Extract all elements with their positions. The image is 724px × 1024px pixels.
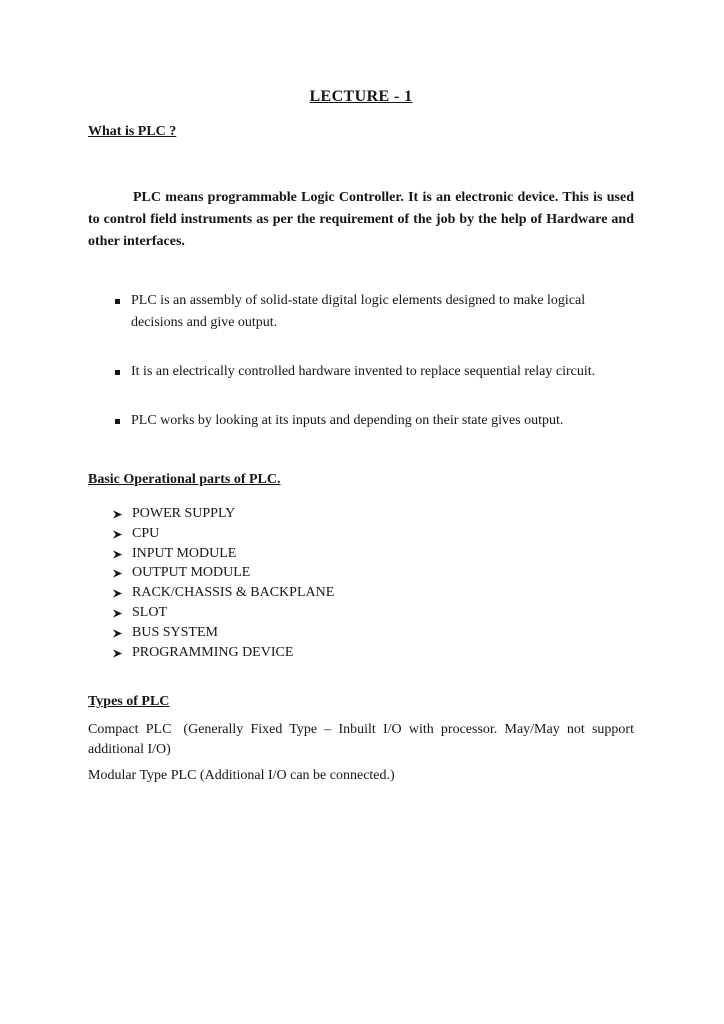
arrowhead-bullet-icon bbox=[112, 568, 123, 579]
heading-what-is-plc: What is PLC ? bbox=[88, 124, 177, 139]
list-item-text: RACK/CHASSIS & BACKPLANE bbox=[132, 585, 335, 601]
square-bullet-icon bbox=[115, 370, 120, 375]
list-item bbox=[112, 563, 634, 583]
plc-parts-list bbox=[88, 504, 634, 662]
list-item-text: BUS SYSTEM bbox=[132, 624, 218, 640]
list-item bbox=[115, 290, 634, 334]
list-item bbox=[115, 361, 634, 383]
arrowhead-bullet-icon bbox=[112, 588, 123, 599]
arrowhead-bullet-icon bbox=[112, 529, 123, 540]
arrowhead-bullet-icon bbox=[112, 509, 123, 520]
heading-types-of-plc: Types of PLC bbox=[88, 694, 170, 710]
square-bullet-icon bbox=[115, 419, 120, 424]
compact-plc-description: (Generally Fixed Type – Inbuilt I/O with processor. May/May not support additional I/O) bbox=[88, 722, 634, 758]
plc-bullet-list bbox=[88, 290, 634, 432]
arrowhead-bullet-icon bbox=[112, 549, 123, 560]
compact-plc-label: Compact PLC bbox=[88, 722, 172, 738]
list-item-text: OUTPUT MODULE bbox=[132, 565, 251, 581]
list-item-text: SLOT bbox=[132, 604, 167, 620]
list-item-text: PROGRAMMING DEVICE bbox=[132, 644, 294, 660]
list-item-text: It is an electrically controlled hardware invented to replace sequential relay circuit. bbox=[131, 364, 596, 379]
list-item-text: INPUT MODULE bbox=[132, 545, 237, 561]
compact-plc-paragraph bbox=[88, 720, 634, 760]
modular-plc-paragraph: Modular Type PLC (Additional I/O can be connected.) bbox=[88, 768, 395, 784]
list-item-text: POWER SUPPLY bbox=[132, 506, 236, 521]
list-item bbox=[112, 504, 634, 524]
list-item bbox=[112, 623, 634, 643]
page-title: LECTURE - 1 bbox=[309, 88, 413, 105]
list-item bbox=[112, 583, 634, 603]
list-item-text: CPU bbox=[132, 525, 160, 541]
list-item-text: PLC is an assembly of solid-state digital logic elements designed to make logical decisions and give output. bbox=[131, 293, 586, 330]
list-item bbox=[115, 410, 634, 432]
intro-paragraph: PLC means programmable Logic Controller. It is an electronic device. This is used to control field instruments as per the requirement of the job by the help of Hardware and other interfaces. bbox=[88, 190, 634, 249]
list-item bbox=[112, 603, 634, 623]
arrowhead-bullet-icon bbox=[112, 628, 123, 639]
list-item bbox=[112, 544, 634, 564]
square-bullet-icon bbox=[115, 299, 120, 304]
list-item-text: PLC works by looking at its inputs and depending on their state gives output. bbox=[131, 413, 564, 428]
list-item bbox=[112, 643, 634, 663]
arrowhead-bullet-icon bbox=[112, 648, 123, 659]
list-item bbox=[112, 524, 634, 544]
arrowhead-bullet-icon bbox=[112, 608, 123, 619]
heading-basic-parts: Basic Operational parts of PLC. bbox=[88, 472, 281, 487]
